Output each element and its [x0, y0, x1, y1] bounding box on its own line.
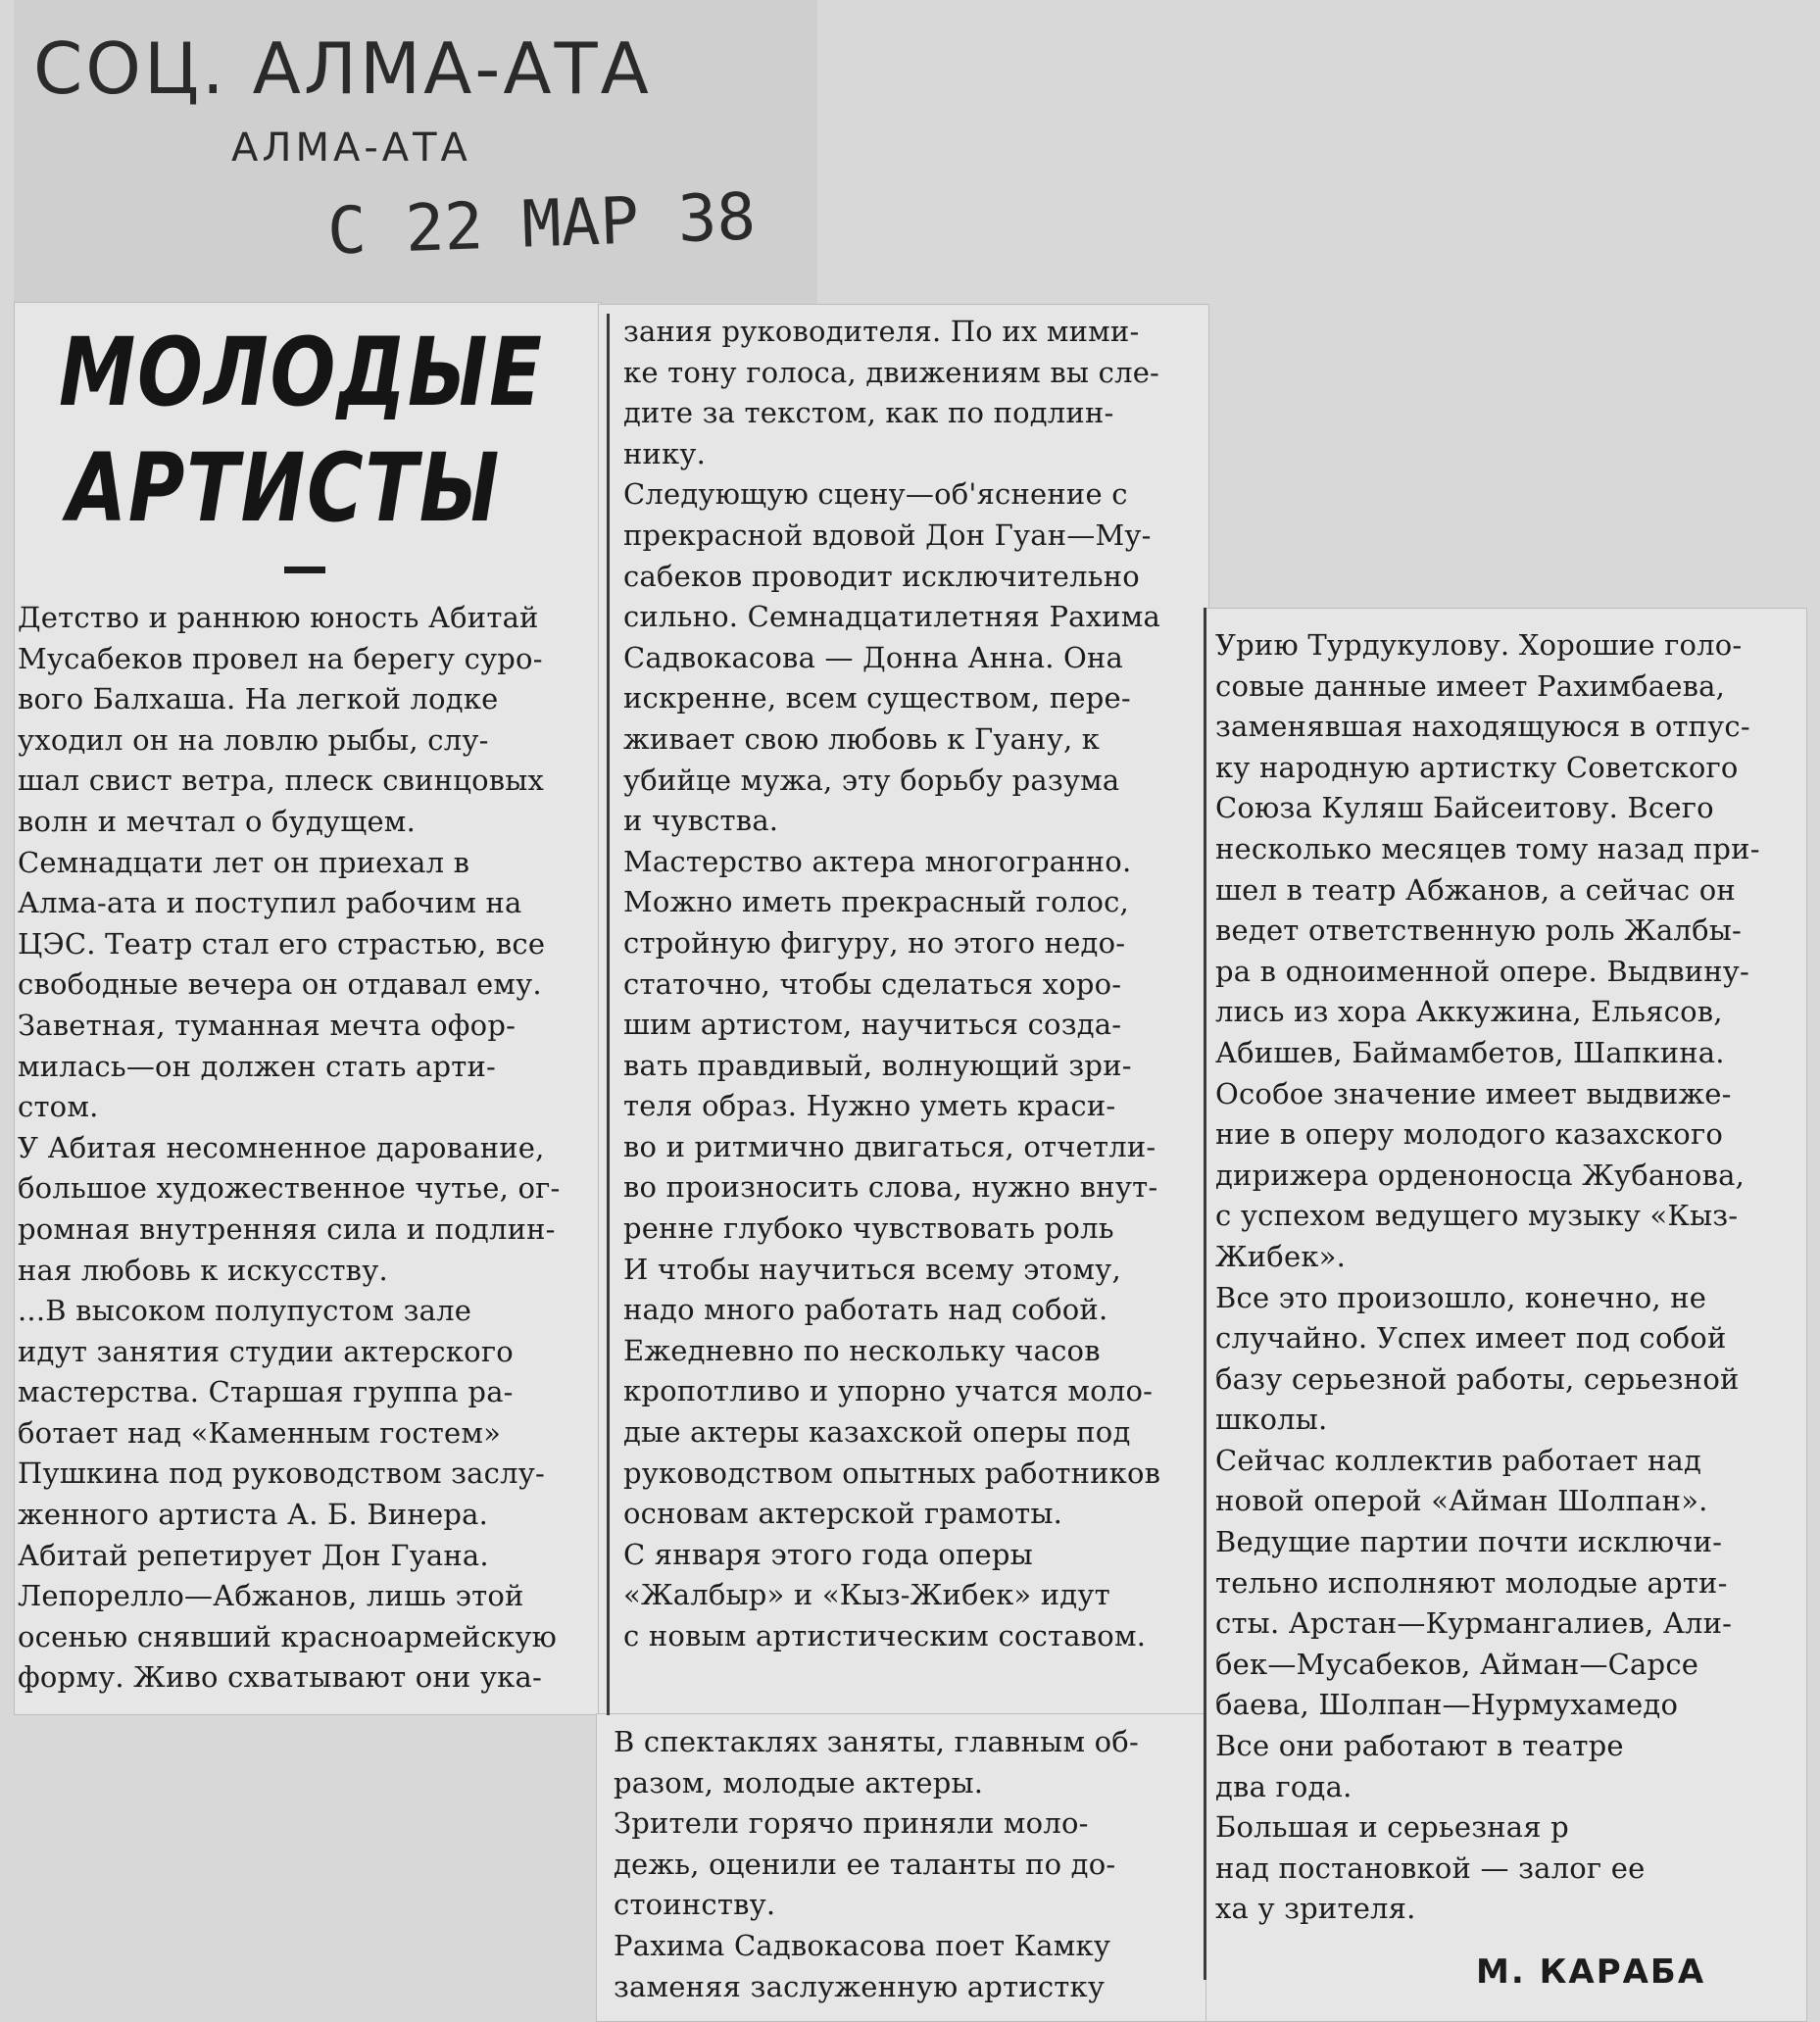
text-line: сты. Арстан—Курмангалиев, Али- — [1215, 1606, 1733, 1641]
text-line: Союза Куляш Байсеитову. Всего — [1215, 791, 1714, 825]
text-line: Ежедневно по нескольку часов — [623, 1333, 1101, 1367]
text-line: Можно иметь прекрасный голос, — [623, 885, 1129, 919]
text-line: осенью снявший красноармейскую — [18, 1619, 558, 1653]
text-line: Жибек». — [1215, 1239, 1347, 1273]
text-line: дите за текстом, как по подлин- — [623, 396, 1114, 430]
text-line: дежь, оценили ее таланты по до- — [614, 1847, 1116, 1881]
text-line: Рахима Садвокасова поет Камку — [614, 1928, 1111, 1962]
text-line: Семнадцати лет он приехал в — [18, 845, 470, 879]
text-line: ренне глубоко чувствовать роль — [623, 1211, 1114, 1246]
text-line: ...В высоком полупустом зале — [18, 1294, 472, 1328]
text-line: вать правдивый, волнующий зри- — [623, 1048, 1132, 1082]
text-line: уходил он на ловлю рыбы, слу- — [18, 722, 489, 757]
text-line: над постановкой — залог ее — [1215, 1850, 1646, 1885]
text-line: с успехом ведущего музыку «Кыз- — [1215, 1199, 1739, 1233]
text-line: свободные вечера он отдавал ему. — [18, 967, 542, 1002]
text-line: У Абитая несомненное дарование, — [18, 1130, 545, 1164]
text-line: Все они работают в театре — [1215, 1729, 1624, 1763]
text-line: волн и мечтал о будущем. — [18, 804, 416, 838]
text-line: во и ритмично двигаться, отчетли- — [623, 1129, 1156, 1163]
text-line: ромная внутренняя сила и подлин- — [18, 1211, 556, 1246]
text-line: заменявшая находящуюся в отпус- — [1215, 710, 1750, 744]
text-line: баева, Шолпан—Нурмухамедо — [1215, 1688, 1679, 1722]
text-line: милась—он должен стать арти- — [18, 1049, 497, 1083]
text-line: вого Балхаша. На легкой лодке — [18, 682, 499, 716]
text-line: ЦЭС. Театр стал его страстью, все — [18, 926, 546, 961]
text-line: бек—Мусабеков, Айман—Сарсе — [1215, 1647, 1699, 1681]
author-signature: М. КАРАБА — [1476, 1952, 1706, 1992]
text-line: прекрасной вдовой Дон Гуан—Му- — [623, 518, 1152, 552]
text-line: В спектаклях заняты, главным об- — [614, 1725, 1139, 1758]
text-line: основам актерской грамоты. — [623, 1497, 1063, 1531]
text-line: дые актеры казахской оперы под — [623, 1415, 1131, 1450]
text-line: лись из хора Аккужина, Ельясов, — [1215, 995, 1723, 1029]
text-line: Алма-ата и поступил рабочим на — [18, 886, 522, 920]
text-line: ние в оперу молодого казахского — [1215, 1117, 1724, 1152]
text-line: стоинству. — [614, 1888, 776, 1922]
text-line: с новым артистическим составом. — [623, 1619, 1147, 1652]
text-line: и чувства. — [623, 804, 779, 838]
text-line: мастерства. Старшая группа ра- — [18, 1375, 514, 1409]
text-line: искренне, всем существом, пере- — [623, 681, 1131, 715]
text-line: теля образ. Нужно уметь краси- — [623, 1089, 1116, 1123]
text-line: стройную фигуру, но этого недо- — [623, 925, 1126, 960]
text-line: сильно. Семнадцатилетняя Рахима — [623, 600, 1160, 634]
text-line: ра в одноименной опере. Выдвину- — [1215, 954, 1750, 988]
text-line: несколько месяцев тому назад при- — [1215, 831, 1760, 865]
stamp-title: СОЦ. АЛМА-АТА — [33, 27, 652, 110]
text-line: зания руководителя. По их мими- — [623, 315, 1140, 348]
text-line: кропотливо и упорно учатся моло- — [623, 1374, 1154, 1408]
text-line: идут занятия студии актерского — [18, 1334, 514, 1368]
text-line: С января этого года оперы — [623, 1537, 1033, 1571]
text-line: ведет ответственную роль Жалбы- — [1215, 913, 1743, 948]
text-line: тельно исполняют молодые арти- — [1215, 1565, 1728, 1600]
text-line: Садвокасова — Донна Анна. Она — [623, 640, 1124, 674]
text-line: Зрители горячо приняли моло- — [614, 1806, 1089, 1841]
text-line: разом, молодые актеры. — [614, 1765, 984, 1800]
stamp-city: АЛМА-АТА — [231, 125, 471, 171]
article-column-2-continued — [614, 1722, 1196, 2007]
text-line: стом. — [18, 1090, 99, 1124]
text-line: Особое значение имеет выдвиже- — [1215, 1076, 1732, 1110]
article-column-1 — [18, 598, 598, 1699]
text-line: «Жалбыр» и «Кыз-Жибек» идут — [623, 1578, 1110, 1612]
text-line: совые данные имеет Рахимбаева, — [1215, 668, 1726, 703]
text-line: ке тону голоса, движениям вы сле- — [623, 355, 1160, 389]
text-line: Большая и серьезная р — [1215, 1810, 1569, 1845]
stamp-date: С 22 МАР 38 — [325, 178, 758, 270]
text-line: школы. — [1215, 1403, 1328, 1437]
text-line: женного артиста А. Б. Винера. — [18, 1498, 488, 1532]
text-line: Заветная, туманная мечта офор- — [18, 1008, 516, 1042]
article-column-2 — [623, 312, 1202, 1657]
text-line: Сейчас коллектив работает над — [1215, 1443, 1702, 1477]
text-line: нику. — [623, 436, 707, 470]
text-line: Абишев, Баймамбетов, Шапкина. — [1215, 1035, 1725, 1069]
text-line: Детство и раннюю юность Абитай — [18, 601, 539, 634]
text-line: шим артистом, научиться созда- — [623, 1008, 1122, 1042]
text-line: шал свист ветра, плеск свинцовых — [18, 764, 545, 798]
text-line: Ведущие партии почти исключи- — [1215, 1525, 1723, 1559]
text-line: случайно. Успех имеет под собой — [1215, 1321, 1727, 1356]
headline-line-1: МОЛОДЫЕ — [59, 318, 544, 427]
text-line: базу серьезной работы, серьезной — [1215, 1361, 1740, 1396]
text-line: ная любовь к искусству. — [18, 1253, 388, 1287]
text-line: Все это произошло, конечно, не — [1215, 1280, 1707, 1314]
text-line: сабеков проводит исключительно — [623, 559, 1140, 593]
text-line: Мастерство актера многогранно. — [623, 844, 1132, 878]
text-line: убийце мужа, эту борьбу разума — [623, 763, 1120, 797]
text-line: ку народную артистку Советского — [1215, 750, 1739, 784]
text-line: ботает над «Каменным гостем» — [18, 1415, 502, 1450]
text-line: Урию Турдукулову. Хорошие голо- — [1215, 628, 1743, 662]
text-line: Абитай репетирует Дон Гуана. — [18, 1538, 489, 1572]
headline-dash — [284, 567, 325, 573]
text-line: во произносить слова, нужно внут- — [623, 1170, 1158, 1205]
text-line: Следующую сцену—об'яснение с — [623, 477, 1128, 512]
text-line: статочно, чтобы сделаться хоро- — [623, 966, 1122, 1001]
text-line: И чтобы научиться всему этому, — [623, 1252, 1121, 1286]
text-line: форму. Живо схватывают они ука- — [18, 1660, 542, 1695]
text-line: новой оперой «Айман Шолпан». — [1215, 1484, 1708, 1518]
text-line: Пушкина под руководством заслу- — [18, 1456, 545, 1491]
text-line: живает свою любовь к Гуану, к — [623, 721, 1101, 756]
text-line: ха у зрителя. — [1215, 1892, 1416, 1926]
text-line: заменяя заслуженную артистку — [614, 1969, 1106, 2003]
article-column-3 — [1215, 625, 1801, 1930]
text-line: шел в театр Абжанов, а сейчас он — [1215, 872, 1736, 907]
newspaper-stamp — [14, 0, 817, 312]
column-rule-right — [1204, 608, 1206, 1980]
text-line: дирижера орденоносца Жубанова, — [1215, 1158, 1746, 1192]
text-line: два года. — [1215, 1769, 1353, 1803]
headline-line-2: АРТИСТЫ — [67, 433, 501, 543]
text-line: руководством опытных работников — [623, 1455, 1161, 1490]
text-line: Мусабеков провел на берегу суро- — [18, 641, 543, 675]
text-line: Лепорелло—Абжанов, лишь этой — [18, 1579, 524, 1613]
text-line: надо много работать над собой. — [623, 1293, 1108, 1327]
text-line: большое художественное чутье, ог- — [18, 1171, 561, 1206]
column-rule-left — [607, 314, 610, 1715]
